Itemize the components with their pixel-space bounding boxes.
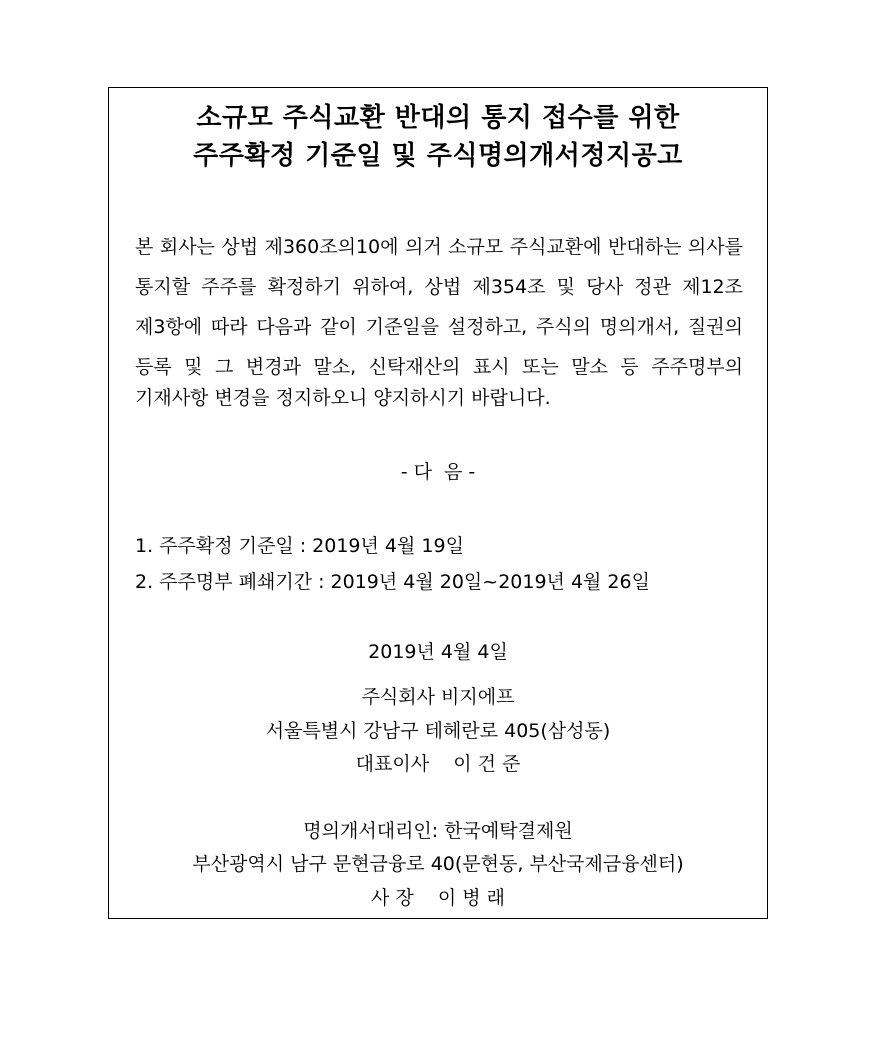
company-representative: 대표이사 이 건 준 xyxy=(355,753,521,775)
body-text-line-5: 기재사항 변경을 정지하오니 양지하시기 바랍니다. xyxy=(135,387,551,409)
notice-title-line-1: 소규모 주식교환 반대의 통지 접수를 위한 xyxy=(196,103,680,133)
item-record-date: 1. 주주확정 기준일 : 2019년 4월 19일 xyxy=(135,535,464,557)
company-address: 서울특별시 강남구 테헤란로 405(삼성동) xyxy=(265,720,611,742)
item-closure-period: 2. 주주명부 폐쇄기간 : 2019년 4월 20일~2019년 4월 26일 xyxy=(135,571,650,593)
section-heading: - 다 음 - xyxy=(400,461,476,483)
notice-date: 2019년 4월 4일 xyxy=(368,641,508,663)
notice-box xyxy=(108,87,768,919)
body-text-line-3: 제3항에 따라 다음과 같이 기준일을 설정하고, 주식의 명의개서, 질권의 xyxy=(135,316,743,338)
body-text-line-4: 등록 및 그 변경과 말소, 신탁재산의 표시 또는 말소 등 주주명부의 xyxy=(135,356,743,378)
transfer-agent-president: 사 장 이 병 래 xyxy=(370,887,506,909)
transfer-agent-address: 부산광역시 남구 문현금융로 40(문현동, 부산국제금융센터) xyxy=(192,853,684,875)
body-text-line-1: 본 회사는 상법 제360조의10에 의거 소규모 주식교환에 반대하는 의사를 xyxy=(135,236,743,258)
notice-title-line-2: 주주확정 기준일 및 주식명의개서정지공고 xyxy=(193,141,683,171)
company-name: 주식회사 비지에프 xyxy=(361,686,515,708)
body-text-line-2: 통지할 주주를 확정하기 위하여, 상법 제354조 및 당사 정관 제12조 xyxy=(135,276,743,298)
transfer-agent-name: 명의개서대리인: 한국예탁결제원 xyxy=(303,820,573,842)
